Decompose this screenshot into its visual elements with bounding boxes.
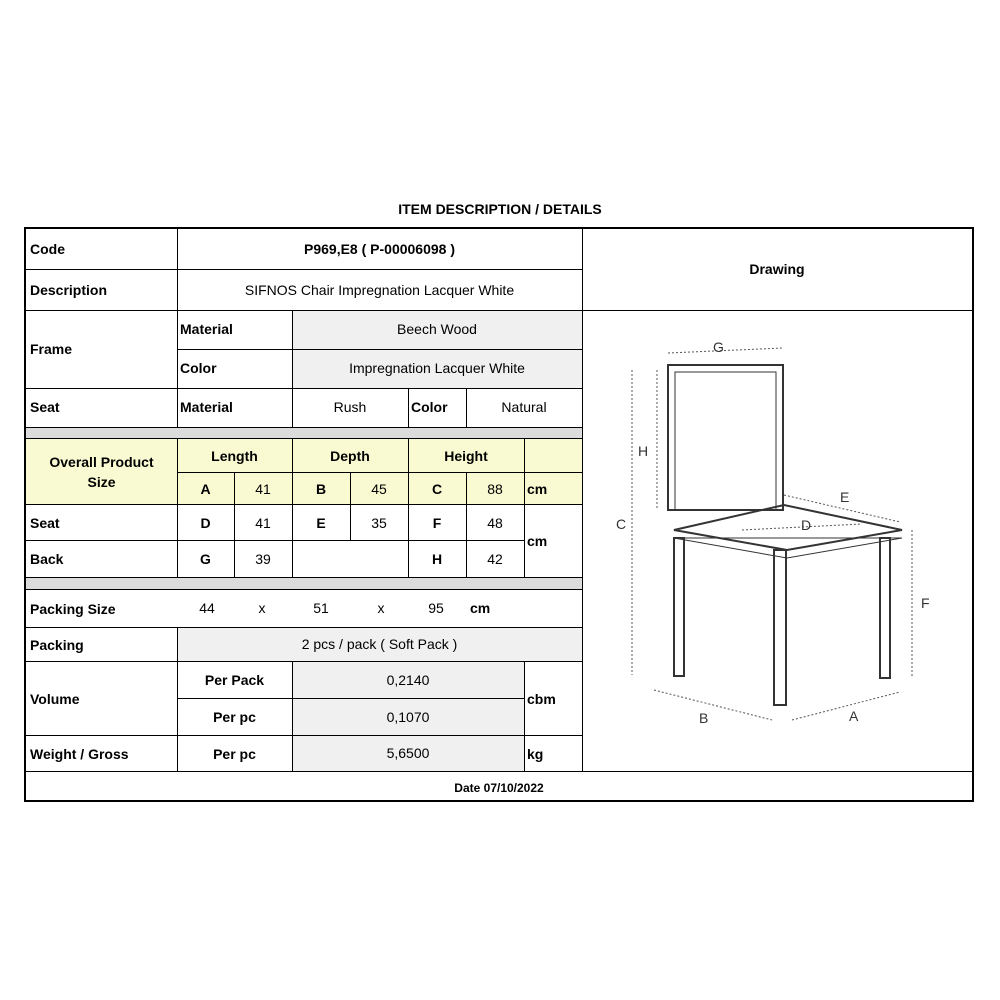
seat-dims-label: Seat — [30, 515, 60, 531]
volume-unit: cbm — [527, 691, 556, 707]
rule — [26, 589, 582, 590]
dim-d-letter: D — [200, 515, 211, 531]
dim-e-letter: E — [316, 515, 326, 531]
rule — [177, 310, 178, 427]
rule — [26, 735, 582, 736]
separator-bar-2 — [26, 577, 582, 589]
code-label: Code — [30, 241, 65, 257]
drawing-letter-a: A — [849, 708, 859, 724]
drawing-letter-e: E — [840, 489, 850, 505]
rule — [26, 627, 582, 628]
rule — [26, 577, 582, 578]
packing-label: Packing — [30, 637, 84, 653]
separator-bar-1 — [26, 427, 582, 438]
dim-f-letter: F — [432, 515, 442, 531]
seat-spec-label: Seat — [30, 399, 60, 415]
chair-drawing — [582, 310, 972, 800]
packing-height: 95 — [428, 600, 444, 616]
drawing-letter-d: D — [801, 517, 812, 533]
volume-per-pc-value: 0,1070 — [386, 709, 430, 725]
rule — [26, 388, 582, 389]
depth-header: Depth — [330, 448, 370, 464]
dim-d-value: 41 — [255, 515, 271, 531]
drawing-letter-h: H — [638, 443, 649, 459]
frame-material-value: Beech Wood — [397, 321, 477, 337]
seat-color-value: Natural — [501, 399, 547, 415]
packing-length: 44 — [199, 600, 215, 616]
dim-a-letter: A — [200, 481, 211, 497]
rule — [26, 427, 582, 428]
packing-width: 51 — [313, 600, 329, 616]
volume-per-pc-label: Per pc — [213, 709, 256, 725]
dim-c-letter: C — [431, 481, 443, 497]
dim-c-value: 88 — [487, 481, 503, 497]
drawing-letter-c: C — [616, 516, 627, 532]
dim-f-value: 48 — [487, 515, 503, 531]
rule — [26, 540, 524, 541]
code-value: P969,E8 ( P-00006098 ) — [304, 241, 455, 257]
rule — [26, 504, 582, 505]
volume-per-pack-label: Per Pack — [204, 672, 265, 688]
packing-value: 2 pcs / pack ( Soft Pack ) — [301, 636, 458, 652]
drawing-letter-g: G — [713, 339, 724, 355]
back-dims-label: Back — [30, 551, 64, 567]
drawing-letter-f: F — [921, 595, 930, 611]
rule — [26, 661, 582, 662]
packing-times-1: x — [258, 600, 266, 616]
dim-e-value: 35 — [371, 515, 387, 531]
description-label: Description — [30, 282, 108, 298]
height-header: Height — [444, 448, 488, 464]
drawing-letter-b: B — [699, 710, 709, 726]
rule — [524, 661, 525, 771]
weight-label: Weight / Gross — [30, 746, 129, 762]
dim-a-value: 41 — [255, 481, 271, 497]
seat-material-value: Rush — [333, 399, 367, 415]
dim-b-letter: B — [315, 481, 327, 497]
drawing-label: Drawing — [749, 261, 805, 277]
packing-size-label: Packing Size — [30, 601, 116, 617]
dim-b-value: 45 — [371, 481, 387, 497]
weight-per-pc-label: Per pc — [213, 746, 256, 762]
packing-size-unit: cm — [470, 600, 491, 616]
rule — [26, 269, 582, 270]
rule — [524, 438, 525, 577]
rule — [177, 472, 582, 473]
rule — [177, 349, 582, 350]
overall-size-label-line2: Size — [87, 474, 116, 490]
date-text: Date 07/10/2022 — [454, 781, 544, 795]
seat-color-label: Color — [411, 399, 448, 415]
frame-material-label: Material — [180, 321, 233, 337]
dim-h-letter: H — [431, 551, 443, 567]
dim-g-letter: G — [200, 551, 211, 567]
seat-material-label: Material — [180, 399, 233, 415]
rule — [26, 438, 582, 439]
weight-value: 5,6500 — [386, 745, 430, 761]
seat-back-unit: cm — [527, 533, 548, 549]
frame-color-label: Color — [180, 360, 217, 376]
overall-unit: cm — [527, 481, 548, 497]
packing-times-2: x — [377, 600, 385, 616]
frame-label: Frame — [30, 341, 73, 357]
rule — [177, 698, 524, 699]
weight-unit: kg — [527, 746, 544, 762]
overall-size-label-line1: Overall Product — [49, 454, 154, 470]
chair-outline — [668, 365, 902, 705]
dim-h-value: 42 — [487, 551, 503, 567]
volume-label: Volume — [30, 691, 80, 707]
frame-color-value: Impregnation Lacquer White — [349, 360, 525, 376]
page-title: ITEM DESCRIPTION / DETAILS — [398, 201, 602, 217]
rule — [408, 388, 409, 427]
description-value: SIFNOS Chair Impregnation Lacquer White — [244, 282, 515, 298]
dim-g-value: 39 — [255, 551, 271, 567]
volume-per-pack-value: 0,2140 — [386, 672, 430, 688]
length-header: Length — [211, 448, 258, 464]
